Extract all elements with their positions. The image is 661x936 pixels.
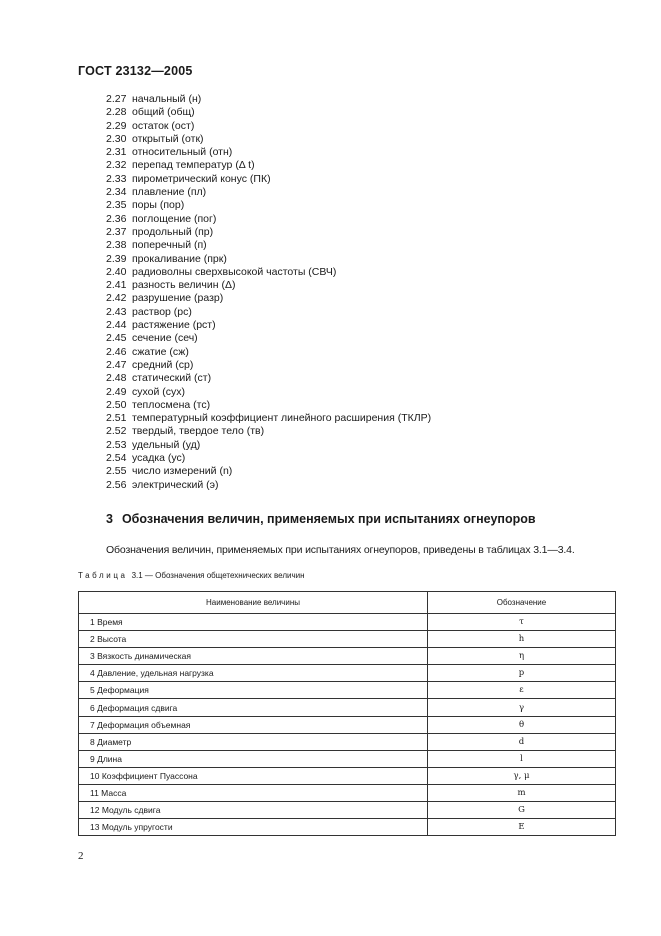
- table-row: [79, 648, 616, 665]
- list-item-text: сухой (сух): [132, 385, 185, 398]
- quantity-symbol-cell: l: [428, 750, 616, 767]
- list-item-text: теплосмена (тс): [132, 398, 211, 411]
- list-item: [106, 146, 431, 159]
- list-item-number: 2.37: [106, 225, 127, 238]
- list-item-text: статический (ст): [132, 372, 212, 385]
- list-item-text: удельный (уд): [132, 438, 201, 451]
- list-item-text: растяжение (рст): [132, 319, 216, 332]
- quantity-symbol-cell: E: [428, 819, 616, 836]
- list-item: [106, 106, 431, 119]
- list-item-number: 2.30: [106, 132, 127, 145]
- quantity-name-cell: 1 Время: [79, 614, 428, 631]
- list-item-number: 2.32: [106, 159, 127, 172]
- list-item-text: поглощение (пог): [132, 212, 217, 225]
- quantity-symbol-cell: θ: [428, 716, 616, 733]
- quantity-symbol-cell: ε: [428, 682, 616, 699]
- list-item-number: 2.38: [106, 239, 127, 252]
- list-item: [106, 159, 431, 172]
- table-row: [79, 682, 616, 699]
- list-item: [106, 386, 431, 399]
- list-item: [106, 199, 431, 212]
- table-body: [79, 614, 616, 836]
- list-item: [106, 292, 431, 305]
- list-item: [106, 213, 431, 226]
- list-item-number: 2.34: [106, 186, 127, 199]
- quantity-name-cell: 13 Модуль упругости: [79, 819, 428, 836]
- quantity-name-cell: 8 Диаметр: [79, 733, 428, 750]
- list-item: [106, 332, 431, 345]
- list-item-text: сечение (сеч): [132, 332, 198, 345]
- section-number: 3: [106, 512, 113, 526]
- table-row: [79, 733, 616, 750]
- section-paragraph: Обозначения величин, применяемых при испытаниях огнеупоров, приведены в таблицах 3.1—3.4.: [106, 544, 575, 556]
- list-item: [106, 253, 431, 266]
- quantity-symbol-cell: γ: [428, 699, 616, 716]
- list-item-number: 2.31: [106, 146, 127, 159]
- quantity-name-cell: 7 Деформация объемная: [79, 716, 428, 733]
- quantity-symbol-cell: h: [428, 631, 616, 648]
- list-item-text: остаток (ост): [132, 119, 195, 132]
- list-item-number: 2.48: [106, 372, 127, 385]
- section-heading: [106, 512, 536, 526]
- list-item-text: электрический (э): [132, 478, 219, 491]
- list-item: [106, 173, 431, 186]
- table-row: [79, 819, 616, 836]
- column-header-symbol: Обозначение: [428, 592, 616, 614]
- table-header-row: [79, 592, 616, 614]
- list-item: [106, 372, 431, 385]
- list-item-text: разность величин (Δ): [132, 279, 236, 292]
- list-item: [106, 93, 431, 106]
- list-item: [106, 346, 431, 359]
- list-item-text: продольный (пр): [132, 225, 214, 238]
- list-item-number: 2.52: [106, 425, 127, 438]
- list-item-text: разрушение (разр): [132, 292, 224, 305]
- quantity-symbol-cell: γ, μ: [428, 767, 616, 784]
- list-item-number: 2.44: [106, 319, 127, 332]
- list-item: [106, 266, 431, 279]
- list-item-number: 2.55: [106, 465, 127, 478]
- list-item-text: средний (ср): [132, 358, 194, 371]
- list-item: [106, 306, 431, 319]
- list-item-text: прокаливание (прк): [132, 252, 227, 265]
- list-item: [106, 133, 431, 146]
- quantity-symbol-cell: η: [428, 648, 616, 665]
- table-row: [79, 614, 616, 631]
- list-item: [106, 425, 431, 438]
- list-item-number: 2.28: [106, 106, 127, 119]
- list-item: [106, 452, 431, 465]
- quantity-name-cell: 6 Деформация сдвига: [79, 699, 428, 716]
- table-row: [79, 716, 616, 733]
- list-item-number: 2.33: [106, 172, 127, 185]
- list-item-number: 2.27: [106, 93, 127, 105]
- list-item-number: 2.53: [106, 438, 127, 451]
- list-item-text: начальный (н): [132, 93, 202, 105]
- list-item: [106, 439, 431, 452]
- list-item-text: перепад температур (Δ t): [132, 159, 255, 172]
- list-item-text: относительный (отн): [132, 146, 233, 159]
- quantity-symbol-cell: m: [428, 784, 616, 801]
- list-item: [106, 359, 431, 372]
- quantity-name-cell: 5 Деформация: [79, 682, 428, 699]
- list-item-number: 2.56: [106, 478, 127, 491]
- list-item-number: 2.45: [106, 332, 127, 345]
- column-header-name: Наименование величины: [79, 592, 428, 614]
- list-item-number: 2.50: [106, 398, 127, 411]
- quantity-symbol-cell: G: [428, 802, 616, 819]
- definitions-list: [106, 93, 431, 492]
- list-item: [106, 120, 431, 133]
- table-caption-text: 3.1 — Обозначения общетехнических величин: [131, 571, 305, 580]
- list-item-number: 2.39: [106, 252, 127, 265]
- list-item-text: число измерений (n): [132, 465, 233, 478]
- table-row: [79, 802, 616, 819]
- list-item-number: 2.35: [106, 199, 127, 212]
- quantity-symbol-cell: p: [428, 665, 616, 682]
- table-row: [79, 767, 616, 784]
- table-caption-label: Таблица: [78, 571, 128, 580]
- quantity-name-cell: 9 Длина: [79, 750, 428, 767]
- quantity-name-cell: 4 Давление, удельная нагрузка: [79, 665, 428, 682]
- document-header: ГОСТ 23132—2005: [78, 64, 193, 78]
- quantity-symbol-cell: τ: [428, 614, 616, 631]
- list-item-number: 2.47: [106, 358, 127, 371]
- list-item-text: раствор (рс): [132, 305, 192, 318]
- page-number: 2: [78, 850, 84, 862]
- list-item-number: 2.49: [106, 385, 127, 398]
- list-item-text: поперечный (п): [132, 239, 207, 252]
- list-item-text: сжатие (сж): [132, 345, 189, 358]
- quantity-symbol-cell: d: [428, 733, 616, 750]
- list-item-text: температурный коэффициент линейного расширения (ТКЛР): [132, 412, 432, 425]
- list-item-number: 2.54: [106, 452, 127, 465]
- list-item: [106, 319, 431, 332]
- list-item: [106, 399, 431, 412]
- list-item-text: открытый (отк): [132, 132, 204, 145]
- table-row: [79, 784, 616, 801]
- list-item-number: 2.41: [106, 279, 127, 292]
- list-item-text: поры (пор): [132, 199, 185, 212]
- list-item: [106, 226, 431, 239]
- list-item-text: усадка (ус): [132, 452, 186, 465]
- list-item-text: плавление (пл): [132, 186, 207, 199]
- list-item: [106, 465, 431, 478]
- quantity-name-cell: 3 Вязкость динамическая: [79, 648, 428, 665]
- section-title-text: Обозначения величин, применяемых при испытаниях огнеупоров: [121, 512, 536, 526]
- list-item: [106, 186, 431, 199]
- quantity-name-cell: 12 Модуль сдвига: [79, 802, 428, 819]
- table-row: [79, 665, 616, 682]
- list-item: [106, 479, 431, 492]
- quantity-name-cell: 2 Высота: [79, 631, 428, 648]
- list-item-number: 2.40: [106, 265, 127, 278]
- table-row: [79, 750, 616, 767]
- list-item-number: 2.46: [106, 345, 127, 358]
- list-item: [106, 239, 431, 252]
- quantity-name-cell: 11 Масса: [79, 784, 428, 801]
- list-item-number: 2.42: [106, 292, 127, 305]
- list-item: [106, 412, 431, 425]
- table-row: [79, 631, 616, 648]
- list-item: [106, 279, 431, 292]
- list-item-text: пирометрический конус (ПК): [132, 172, 271, 185]
- list-item-text: радиоволны сверхвысокой частоты (СВЧ): [132, 265, 337, 278]
- quantities-table: [78, 591, 616, 836]
- quantity-name-cell: 10 Коэффициент Пуассона: [79, 767, 428, 784]
- list-item-number: 2.36: [106, 212, 127, 225]
- list-item-number: 2.43: [106, 305, 127, 318]
- list-item-number: 2.29: [106, 119, 127, 132]
- list-item-number: 2.51: [106, 412, 127, 425]
- list-item-text: общий (общ): [132, 106, 195, 119]
- table-row: [79, 699, 616, 716]
- list-item-text: твердый, твердое тело (тв): [132, 425, 265, 438]
- table-caption: [78, 571, 305, 580]
